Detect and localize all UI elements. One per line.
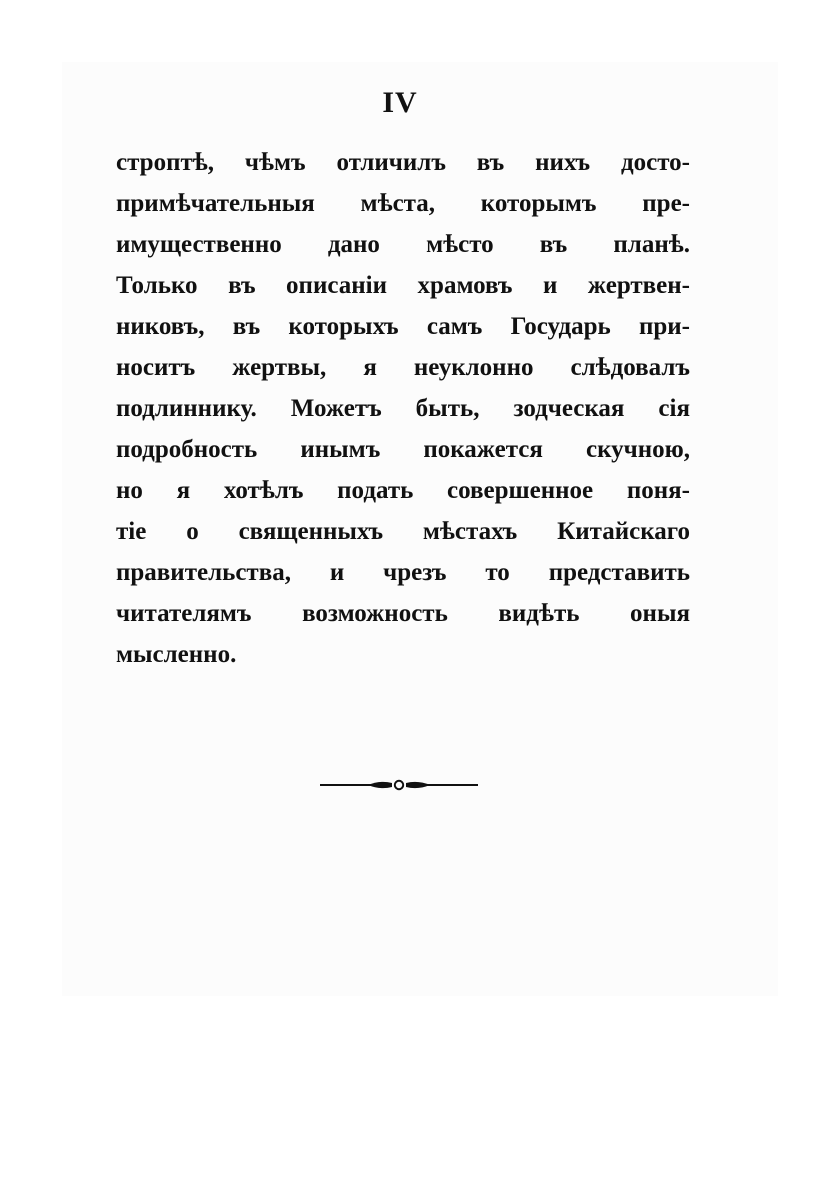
text-line: Только въ описанiи храмовъ и жертвен- xyxy=(116,272,690,299)
text-line: тiе о священныхъ мѣстахъ Китайскаго xyxy=(116,518,690,545)
text-line: имущественно дано мѣсто въ планѣ. xyxy=(116,231,690,258)
text-line: читателямъ возможность видѣть оныя xyxy=(116,600,690,627)
text-line: носитъ жертвы, я неуклонно слѣдовалъ xyxy=(116,354,690,381)
text-line: строптѣ, чѣмъ отличилъ въ нихъ досто- xyxy=(116,149,690,176)
text-line: правительства, и чрезъ то представить xyxy=(116,559,690,586)
tailpiece-ornament-icon xyxy=(318,774,480,796)
page-number: IV xyxy=(382,86,418,119)
text-line: подробность инымъ покажется скучною, xyxy=(116,436,690,463)
text-line: мысленно. xyxy=(116,641,237,668)
body-text xyxy=(116,142,690,675)
text-line: подлиннику. Можетъ быть, зодческая сiя xyxy=(116,395,690,422)
text-line: но я хотѣлъ подать совершенное поня- xyxy=(116,477,690,504)
text-line: никовъ, въ которыхъ самъ Государь при- xyxy=(116,313,690,340)
text-line: примѣчательныя мѣста, которымъ пре- xyxy=(116,190,690,217)
